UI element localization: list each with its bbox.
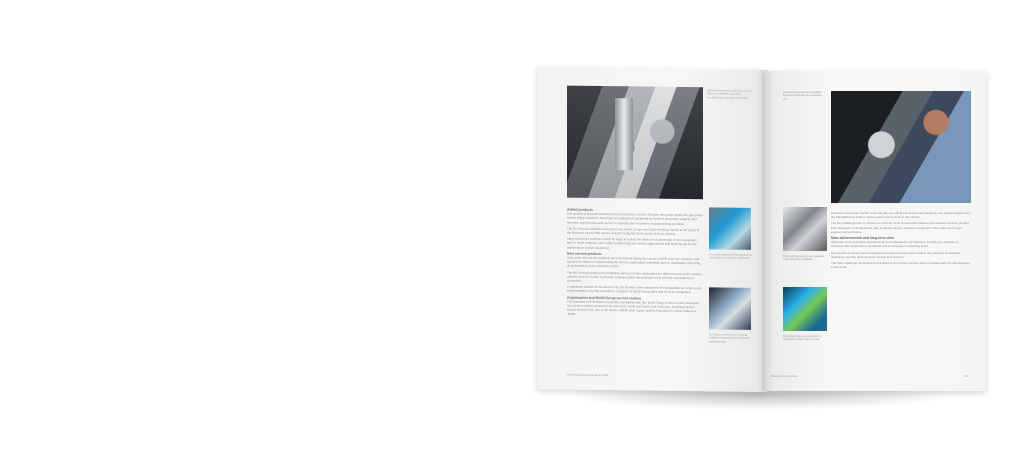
left-caption-mid: The rapid response of BU Services is a key factor in customer satisfaction. (709, 253, 752, 261)
right-folio-number: 33 (965, 375, 968, 378)
left-para-3: Many customers continue to look for ways to reduce the total cost of ownership of their equipment and, in some instances, are ready to make long-term service agreements with Brühl Group for the maintenance of their equipment. (567, 236, 697, 250)
left-para-5: The BU Services produced a worldwide survey to better understand the different needs of the various markets served, in order to develop solutions which are perfectly in line with the expectations of customers. (567, 270, 702, 283)
left-heading-1: Added products (567, 207, 593, 212)
right-text-column (831, 211, 971, 361)
right-caption-top: An experienced service specialist inspects equipment at a customer site. (783, 91, 822, 101)
left-thumb-1 (709, 207, 751, 250)
left-caption-top: Brühl technicians use precision tools to align and maintain converting machinery for customers worldwide. (707, 89, 752, 100)
worker-photo (831, 91, 971, 203)
left-folio: 32 Brühl Group Annual Report 2009 (567, 373, 609, 378)
left-caption-low: BU Services technicians carefully calibrate components for consistent printing quality. (709, 333, 750, 344)
left-para-1: The volume of business transacted by the Business Unit BU Services has grown during the past under review. Many customers have been investing their equipment as a part of production capacity and therefore request parts and service to maintain their machines in good working condition. (567, 211, 703, 226)
right-para-5: The main challenge the Business Unit faces is to provide a service level of equal quality for all customers in the world. (831, 261, 971, 270)
right-para-4: New service products were introduced and improvements were made in the provision of technical assistance and the delivery times of parts and services. (831, 250, 961, 259)
right-heading-1: Main achievements and long-term view (831, 236, 894, 241)
left-thumb-2 (709, 287, 751, 330)
left-para-4: Only a few new service products were developed during the course of 2009 since the Business Unit focused its efforts on implementing the service organisation worldwide and on significantly improving all processes to serve customers better. (567, 255, 701, 269)
left-heading-2: New service products (567, 251, 603, 256)
right-page (765, 71, 986, 391)
right-folio-center: Business Unit Services (771, 375, 798, 378)
left-para-2: The BU Services activities developed very well in Europe and North America, thanks to the group of the Business Unit to offer service solutions adapted to the needs of these markets. (567, 226, 700, 236)
right-caption-mid: Parts and spare parts are organised to be delivered worldwide. (783, 255, 825, 262)
left-para-6: A significant number of increases in the BU Services were adopted to the preparation and ship-to-site implementation of a fully integrated IT solution for Brühl Group sales and services companies. (567, 284, 702, 295)
machine-photo (567, 86, 703, 200)
right-thumb-1 (783, 207, 827, 251)
right-para-3: 2009 saw many important achievements by the Business Unit Services, including an increase in contracts with customers in worldwide and an increase in operating profit. (831, 240, 959, 249)
left-page (537, 67, 765, 392)
right-thumb-2 (783, 287, 827, 331)
right-caption-low: Production lines are supported by dedicated service teams on site. (783, 335, 822, 342)
left-para-7: The Business Unit Services is now fully operational with one Brühl Group services center worldwide. Two of them deliver services in the Americas, North and South, four in Europe, including Eastern Europe and the CIS, one in the Africa - Middle East region, and the final three in China, India and Japan. (567, 299, 700, 317)
left-heading-3: Organization and Brühl Group service centers (567, 295, 642, 301)
right-para-1: Activities in the Asian Pacific zone and they are still the technical manufacturing, and logistic support from the Manufacturing Units to deliver parts and services to the market. (831, 211, 971, 220)
left-text-column (567, 208, 703, 378)
right-para-2: The key challenges are to achieve an optimum level of resources between the services centers, product lines Research & Development, and technical support required to respond in best value time to get engines and worldwide. (831, 221, 969, 234)
machine-part (615, 98, 633, 170)
